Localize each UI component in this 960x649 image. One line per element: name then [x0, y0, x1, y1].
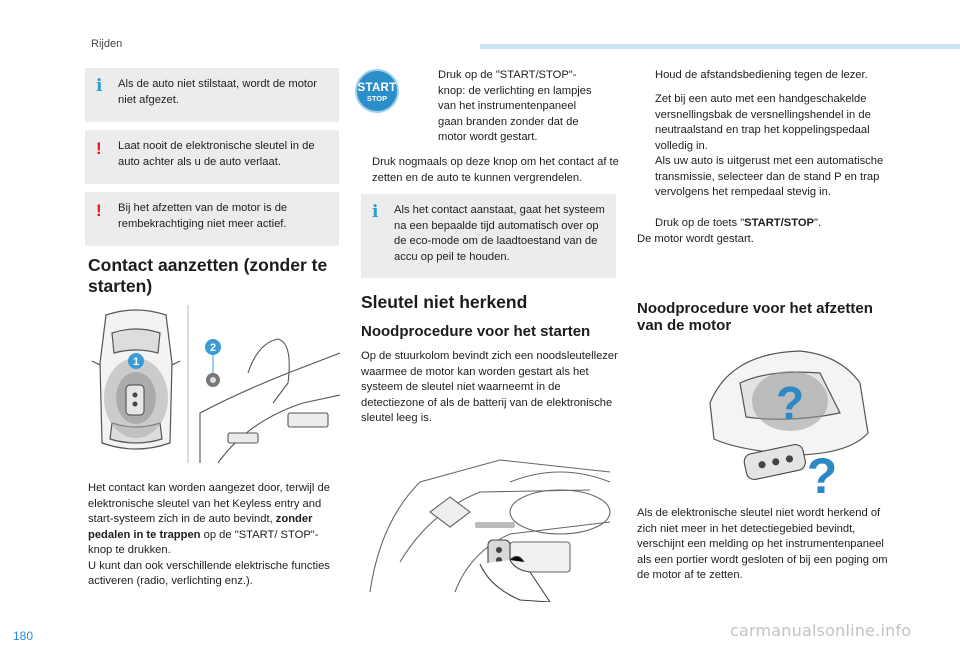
step-text: Druk nogmaals op deze knop om het contact af te zetten en de auto te kunnen vergrendelen.	[372, 156, 619, 184]
key-not-detected-body-text: Als de elektronische sleutel niet wordt herkend of zich niet meer in het detectiegebied bevindt, verschijnt een melding op het instrumentenpaneel als een portier wordt gesloten of bij een poging om de motor af te zetten.	[637, 507, 888, 581]
note-text: Als de auto niet stilstaat, wordt de motor niet afgezet.	[118, 78, 317, 106]
noodprocedure-body-text: Op de stuurkolom bevindt zich een noodsleutellezer waarmee de motor kan worden gestart als het systeem de sleutel niet waarneemt in de detectiezone of als de batterij van de elektronische sleutel leeg is.	[361, 350, 618, 424]
watermark: carmanualsonline.info	[730, 621, 912, 640]
warning-note-key	[85, 130, 339, 184]
step-text-bold: START/STOP	[744, 217, 814, 229]
step-text: Houd de afstandsbediening tegen de lezer.	[655, 69, 868, 81]
page-number: 180	[13, 629, 34, 643]
stop-label: STOP	[366, 94, 388, 103]
header-accent-bar	[480, 44, 960, 49]
callout-2: 2	[209, 342, 217, 354]
question-mark-car: ?	[775, 377, 805, 429]
step-text: Druk op de "START/STOP"-knop: de verlichting en lampjes van het instrumentenpaneel gaan branden zonder dat de motor wordt gestart.	[438, 69, 592, 143]
info-icon: i	[372, 202, 379, 222]
step-text: Zet bij een auto met een handgeschakelde versnellingsbak de versnellingshendel in de neutraalstand en trap het koppelingspedaal volledig in.	[655, 93, 871, 152]
heading-sleutel-niet-herkend: Sleutel niet herkend	[361, 292, 528, 312]
info-note-eco-mode	[361, 194, 616, 278]
info-icon: i	[96, 76, 103, 96]
right-step-2	[637, 92, 899, 154]
start-stop-button-icon	[355, 69, 399, 113]
subheading-noodprocedure-afzetten: Noodprocedure voor het afzetten van de motor	[637, 300, 873, 334]
step-text: Als uw auto is uitgerust met een automatische transmissie, selecteer dan de stand P en trap vervolgens het rempedaal stevig in.	[655, 155, 884, 198]
body-text-bold: zonder pedalen in te trappen	[88, 513, 313, 541]
heading-contact-aanzetten: Contact aanzetten (zonder te starten)	[88, 255, 328, 296]
warning-icon: !	[96, 139, 102, 158]
section-label: Rijden	[91, 38, 123, 50]
car-key-console-illustration	[88, 303, 340, 465]
right-step-3	[637, 154, 899, 201]
note-text: Bij het afzetten van de motor is de rembekrachtiging niet meer actief.	[118, 202, 288, 230]
callout-1: 1	[132, 356, 140, 368]
warning-icon: !	[96, 201, 102, 220]
right-step-4	[637, 216, 899, 232]
center-console-icon	[200, 339, 340, 463]
contact-body-text	[88, 481, 340, 590]
note-text: Laat nooit de elektronische sleutel in de auto achter als u de auto verlaat.	[118, 140, 315, 168]
middle-step-2	[358, 155, 620, 186]
subheading-noodprocedure-starten: Noodprocedure voor het starten	[361, 323, 591, 340]
start-label: START	[357, 82, 397, 94]
body-text-part: Het contact kan worden aangezet door, terwijl de elektronische sleutel van het Keyless entry and start-systeem zich in de auto bevindt,	[88, 482, 330, 525]
body-text-part: U kunt dan ook verschillende elektrische functies activeren (radio, verlichting enz.).	[88, 559, 330, 587]
step-text: Druk op de toets "	[655, 217, 745, 229]
right-step-1	[637, 68, 899, 84]
step-text: ".	[814, 217, 822, 229]
key-fob-icon	[126, 385, 144, 415]
middle-step-1	[420, 68, 600, 146]
key-not-detected-illustration	[690, 343, 880, 498]
info-note-engine	[85, 68, 339, 122]
dashboard-key-reader-illustration	[360, 452, 618, 602]
warning-note-brake	[85, 192, 339, 246]
engine-started-text: De motor wordt gestart.	[637, 233, 754, 245]
body-text-part: op de "START/ STOP"-knop te drukken.	[88, 528, 319, 556]
note-text: Als het contact aanstaat, gaat het systeem na een bepaalde tijd automatisch over op de eco-mode om de laadtoestand van de accu op peil te houden.	[394, 204, 605, 263]
question-mark-key: ?	[806, 448, 838, 498]
